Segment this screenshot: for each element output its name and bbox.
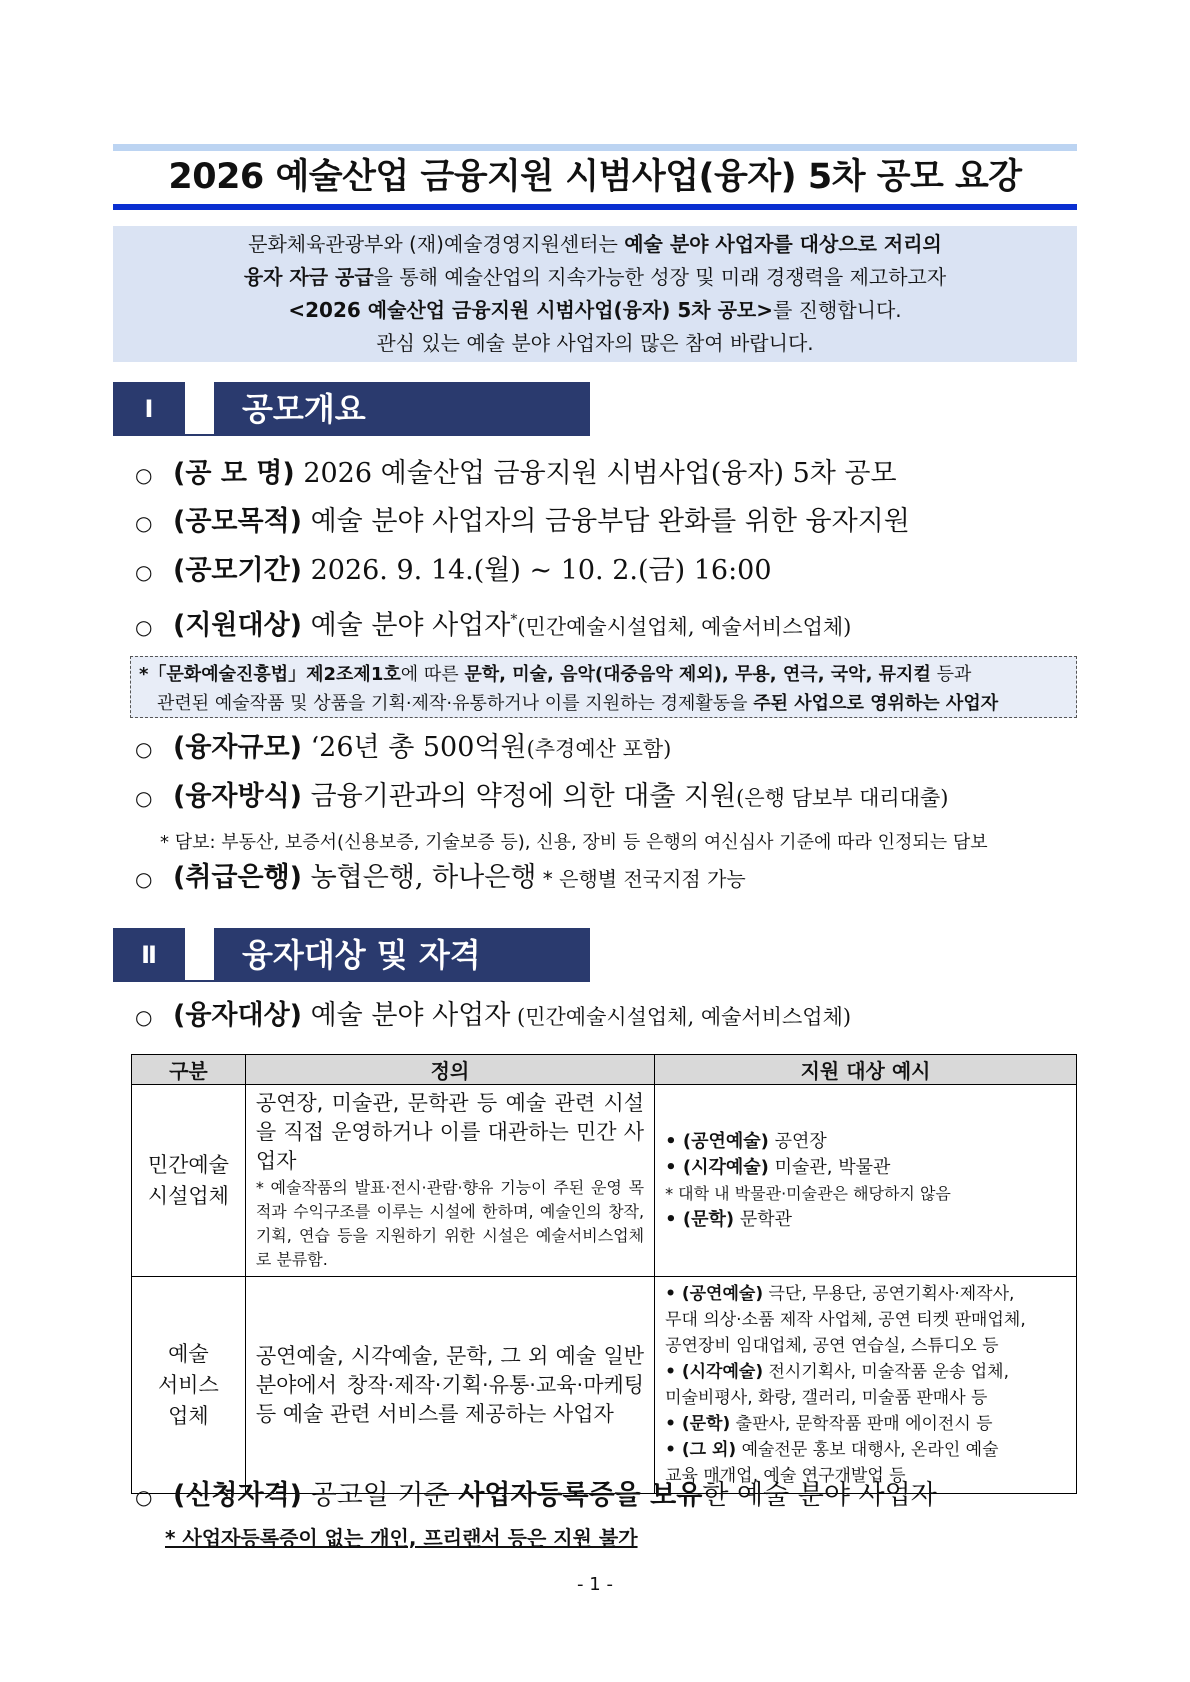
- footnote-mark: *: [510, 612, 518, 628]
- item-aside: (추경예산 포함): [526, 737, 672, 761]
- example-text: 예술전문 홍보 대행사, 온라인 예술: [736, 1440, 999, 1460]
- page-title: 2026 예술산업 금융지원 시범사업(융자) 5차 공모 요강: [168, 157, 1022, 197]
- category-label: 서비스: [157, 1372, 219, 1397]
- example-text: 문학관: [734, 1208, 792, 1230]
- example-key: • (그 외): [665, 1440, 737, 1460]
- category-cell: [132, 1085, 246, 1277]
- item-value: 농협은행, 하나은행: [302, 862, 537, 893]
- bullet: ○: [135, 786, 153, 810]
- list-item: [135, 777, 948, 818]
- intro-bold: 융자 자금 공급: [243, 265, 374, 289]
- bullet: ○: [135, 1005, 153, 1029]
- note-text: 등과: [930, 664, 972, 685]
- note-bold: 주된 사업으로 영위하는 사업자: [753, 693, 999, 714]
- item-key: (신청자격): [173, 1480, 303, 1511]
- section-title: 공모개요: [214, 382, 590, 436]
- list-item: [135, 600, 851, 647]
- section-underline: [113, 980, 590, 982]
- example-text: 전시기획사, 미술작품 운송 업체,: [763, 1362, 1010, 1382]
- list-item: [135, 858, 746, 899]
- section-number: Ⅱ: [113, 928, 185, 982]
- list-item: [135, 1476, 937, 1517]
- item-key: (지원대상): [173, 610, 303, 641]
- item-value: 2026 예술산업 금융지원 시범사업(융자) 5차 공모: [294, 458, 897, 489]
- example-text: 출판사, 문학작품 판매 에이전시 등: [730, 1414, 993, 1434]
- note-bold: 문학, 미술, 음악(대중음악 제외), 무용, 연극, 국악, 뮤지컬: [464, 664, 931, 685]
- category-label: 시설업체: [147, 1183, 229, 1208]
- item-value: 공고일 기준: [302, 1480, 459, 1511]
- example-text: 극단, 무용단, 공연기획사·제작사,: [763, 1284, 1015, 1304]
- list-item: [135, 502, 910, 543]
- item-key: (융자규모): [173, 732, 303, 763]
- definition-note: * 예술작품의 발표·전시·관람·향유 기능이 주된 운영 목적과 수익구조를 이루는 시설에 한하며, 예술인의 창작, 기획, 연습 등을 지원하기 위한 시설은 예술서비스업체로 분류함.: [255, 1178, 645, 1269]
- category-cell: [132, 1277, 246, 1494]
- table-header: 정의: [245, 1055, 654, 1085]
- title-bottom-bar: [113, 204, 1077, 210]
- example-text: 미술비평사, 화랑, 갤러리, 미술품 판매사 등: [665, 1388, 988, 1408]
- example-note: * 대학 내 박물관·미술관은 해당하지 않음: [665, 1183, 951, 1203]
- bullet: ○: [135, 615, 153, 639]
- intro-text: 를 진행합니다.: [773, 298, 902, 322]
- item-key: (취급은행): [173, 862, 303, 893]
- item-key: (융자방식): [173, 781, 303, 812]
- list-item: [135, 551, 772, 592]
- intro-text: 관심 있는 예술 분야 사업자의 많은 참여 바랍니다.: [376, 331, 814, 355]
- bullet: ○: [135, 560, 153, 584]
- intro-text: 문화체육관광부와 (재)예술경영지원센터는: [248, 232, 625, 256]
- section-underline: [113, 434, 590, 436]
- definition-text: 공연예술, 시각예술, 문학, 그 외 예술 일반 분야에서 창작·제작·기획·유통·교육·마케팅 등 예술 관련 서비스를 제공하는 사업자: [255, 1343, 645, 1426]
- eligibility-table: [131, 1054, 1077, 1494]
- note-text: 에 따른: [400, 664, 465, 685]
- bullet: ○: [135, 737, 153, 761]
- intro-box: [113, 226, 1077, 362]
- note-bold: *「문화예술진흥법」제2조제1호: [139, 664, 401, 685]
- intro-bold: <2026 예술산업 금융지원 시범사업(융자) 5차 공모>: [288, 298, 773, 322]
- item-value: 금융기관과의 약정에 의한 대출 지원: [302, 781, 737, 812]
- bullet: ○: [135, 867, 153, 891]
- collateral-note: * 담보: 부동산, 보증서(신용보증, 기술보증 등), 신용, 장비 등 은행의 여신심사 기준에 따라 인정되는 담보: [160, 832, 988, 853]
- table-row: [132, 1085, 1077, 1277]
- item-aside: (은행 담보부 대리대출): [736, 786, 949, 810]
- note-text: 관련된 예술작품 및 상품을 기획·제작·유통하거나 이를 지원하는 경제활동을: [157, 693, 754, 714]
- title-top-bar: [113, 144, 1077, 151]
- item-value: 2026. 9. 14.(월) ~ 10. 2.(금) 16:00: [302, 555, 772, 586]
- item-value-bold: 사업자등록증을 보유: [458, 1480, 703, 1511]
- intro-text: 을 통해 예술산업의 지속가능한 성장 및 미래 경쟁력을 제고하고자: [373, 265, 947, 289]
- table-header: 지원 대상 예시: [655, 1055, 1077, 1085]
- category-label: 민간예술: [147, 1152, 229, 1177]
- example-key: • (공연예술): [665, 1130, 769, 1152]
- table-header-row: [132, 1055, 1077, 1085]
- list-item: [135, 454, 897, 495]
- example-key: • (시각예술): [665, 1362, 764, 1382]
- example-key: • (시각예술): [665, 1156, 769, 1178]
- example-cell: [655, 1085, 1077, 1277]
- example-text: 미술관, 박물관: [768, 1156, 891, 1178]
- example-key: • (공연예술): [665, 1284, 764, 1304]
- item-value: ‘26년 총 500억원: [302, 732, 527, 763]
- item-aside: * 은행별 전국지점 가능: [536, 867, 746, 891]
- bullet: ○: [135, 1485, 153, 1509]
- example-key: • (문학): [665, 1208, 735, 1230]
- section-number: Ⅰ: [113, 382, 185, 436]
- item-value: 한 예술 분야 사업자: [702, 1480, 937, 1511]
- definition-note-box: [130, 656, 1077, 718]
- example-text: 공연장: [768, 1130, 827, 1152]
- example-cell: [655, 1277, 1077, 1494]
- example-text: 공연장비 임대업체, 공연 연습실, 스튜디오 등: [665, 1336, 999, 1356]
- item-value: 예술 분야 사업자의 금융부담 완화를 위한 융자지원: [302, 506, 910, 537]
- definition-cell: [245, 1277, 654, 1494]
- bullet: ○: [135, 511, 153, 535]
- item-key: (공 모 명): [173, 458, 295, 489]
- item-value: 예술 분야 사업자: [302, 610, 511, 641]
- page-number: - 1 -: [577, 1574, 613, 1595]
- category-label: 예술: [168, 1341, 209, 1366]
- bullet: ○: [135, 463, 153, 487]
- category-label: 업체: [168, 1403, 209, 1428]
- intro-bold: 예술 분야 사업자를 대상으로 저리의: [624, 232, 942, 256]
- example-text: 교육 매개업, 예술 연구개발업 등: [665, 1466, 906, 1486]
- example-text: 무대 의상·소품 제작 사업체, 공연 티켓 판매업체,: [665, 1310, 1026, 1330]
- item-value: 예술 분야 사업자: [302, 1000, 511, 1031]
- definition-cell: [245, 1085, 654, 1277]
- list-item: [135, 996, 851, 1037]
- table-header: 구분: [132, 1055, 246, 1085]
- section-title: 융자대상 및 자격: [214, 928, 590, 982]
- list-item: [135, 728, 671, 769]
- item-aside: (민간예술시설업체, 예술서비스업체): [510, 1005, 852, 1029]
- table-row: [132, 1277, 1077, 1494]
- definition-text: 공연장, 미술관, 문학관 등 예술 관련 시설을 직접 운영하거나 이를 대관하는 민간 사업자: [255, 1091, 645, 1173]
- example-key: • (문학): [665, 1414, 731, 1434]
- item-aside: (민간예술시설업체, 예술서비스업체): [517, 615, 852, 639]
- item-key: (공모목적): [173, 506, 303, 537]
- item-key: (융자대상): [173, 1000, 303, 1031]
- item-key: (공모기간): [173, 555, 303, 586]
- qualification-note: * 사업자등록증이 없는 개인, 프리랜서 등은 지원 불가: [165, 1526, 638, 1550]
